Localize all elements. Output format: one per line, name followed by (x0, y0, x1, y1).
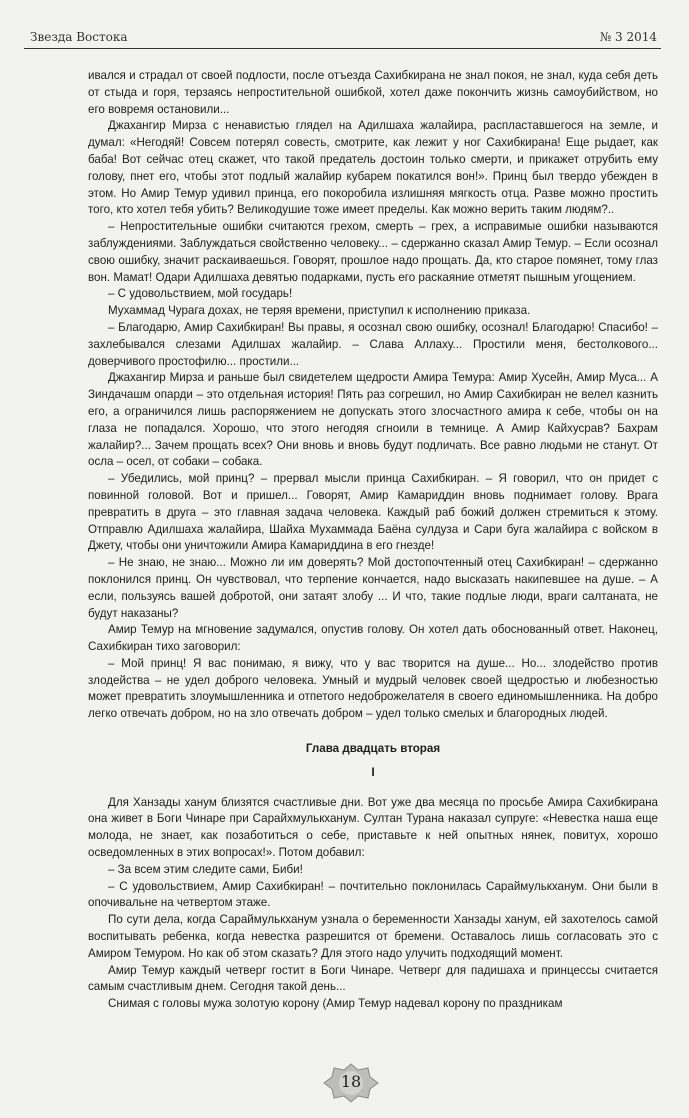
paragraph: Амир Темур каждый четверг гостит в Боги Чинаре. Четверг для падишаха и принцессы считается самым счастливым днем. Сегодня такой день... (88, 963, 658, 994)
paragraph: – За всем этим следите сами, Биби! (108, 862, 303, 876)
paragraph: ивался и страдал от своей подлости, после отъезда Сахибкирана не знал покоя, не знал, куда себя деть от стыда и горя, терзаясь непростительной ошибкой, хотел даже покончить жизнь самоубийством, но его вовремя остановили... (88, 69, 658, 116)
journal-title: Звезда Востока (30, 30, 128, 44)
paragraph: – Благодарю, Амир Сахибкиран! Вы правы, я осознал свою ошибку, осознал! Благодарю! Спасибо! – захлебывался слезами Адилшах жалайир. – Слава Аллаху... Простили меня, бестолкового... доверчивого простофилю... простили... (88, 320, 658, 368)
paragraph: – Не знаю, не знаю... Можно ли им доверять? Мой достопочтенный отец Сахибкиран! – сдержанно поклонился принц. Он чувствовал, что терпение кончается, надо высказать накипевшее на душе. – А если, пользуясь вашей добротой, они затаят злобу ... И что, такие подлые люди, враги салтаната, не будут наказаны? (88, 556, 658, 620)
paragraph: – Мой принц! Я вас понимаю, я вижу, что у вас творится на душе... Но... злодейство против злодейства – не удел доброго человека. Умный и мудрый человек своей щедростью и любезностью может превратить злоумышленника и отпетого недоброжелателя в своего единомышленника. На добро легко отвечать добром, но на зло отвечать добром – удел только смелых и благородных людей. (88, 656, 658, 721)
chapter-title: Глава двадцать вторая (305, 742, 441, 756)
paragraph: – С удовольствием, Амир Сахибкиран! – почтительно поклонилась Сараймулькханум. Они были в опочивальне на четвертом этаже. (88, 879, 658, 910)
paragraph: – Непростительные ошибки считаются грехом, смерть – грех, а исправимые ошибки называются заблуждениями. Заблуждаться свойственно человеку... – сдержанно сказал Амир Темур. – Если осознал свою ошибку, значит раскаиваешься. Говорят, прошлое надо прощать. Да, кто старое помянет, тому глаз вон. Мамат! Одари Адилшаха девятью подарками, пусть его раскаяние отметят пышным угощением. (88, 220, 658, 284)
paragraph: Для Ханзады ханум близятся счастливые дни. Вот уже два месяца по просьбе Амира Сахибкирана она живет в Боги Чинаре при Сарайхмулькханум. Султан Турана наказал супруге: «Невестка наша еще молода, не знает, как позаботиться о себе, приставьте к ней опытных нянек, повитух, хорошо осведомленных в этих вопросах!». Потом добавил: (88, 795, 658, 860)
article-body (88, 68, 658, 1013)
paragraph: – С удовольствием, мой государь! (108, 287, 293, 301)
paragraph: – Убедились, мой принц? – прервал мысли принца Сахибкиран. – Я говорил, что он придет с повинной головой. Вот и пришел... Говорят, Амир Камариддин вновь поднимает голову. Врага превратить в друга – это главная задача человека. Каждый раб божий должен стремиться к этому. Отправлю Адилшаха жалайира, Шайха Мухаммада Баёна сулдуза и Сари буга жалайира с войском в Джету, чтобы они уничтожили Амира Камариддина в его гнезде! (88, 472, 658, 553)
running-header (24, 30, 661, 49)
chapter-number: I (371, 764, 375, 779)
paragraph: Снимая с головы мужа золотую корону (Амир Темур надевал корону по праздникам (108, 997, 563, 1011)
paragraph: По сути дела, когда Сараймулькханум узнала о беременности Ханзады ханум, ей захотелось самой воспитывать ребенка, когда невестка разрешится от бремени. Оставалось лишь согласовать это с Амиром Темуром. Но как об этом сказать? Для этого надо улучить подходящий момент. (88, 913, 658, 960)
paragraph: Джахангир Мирза с ненавистью глядел на Адилшаха жалайира, распластавшегося на земле, и думал: «Негодяй! Совсем потерял совесть, смотрите, как лежит у ног Сахибкирана! Еще рыдает, как баба! Вот сейчас отец скажет, что такой предатель достоин только смерти, и прикажет отрубить ему голову, пнет его, чтобы этот подлый жалайир кубарем покатился вон!». Принц был твердо убежден в этом. Но Амир Темур удивил принца, его покоробила излишняя мягкость отца. Разве можно простить того, кто хотел тебя убить? Великодушие тоже имеет пределы. Как можно верить таким людям?.. (88, 119, 658, 217)
page-number: 18 (340, 1072, 362, 1091)
page-number-badge (322, 1062, 380, 1104)
issue-number: № 3 2014 (599, 30, 657, 44)
paragraph: Мухаммад Чурага дохах, не теряя времени, приступил к исполнению приказа. (108, 304, 531, 318)
paragraph: Джахангир Мирза и раньше был свидетелем щедрости Амира Темура: Амир Хусейн, Амир Муса... А Зиндачашм опарди – это отдельная история! Пять раз согрешил, но Амир Сахибкиран не велел казнить его, а ограничился лишь распоряжением не допускать этого злосчастного амира к себе, чтобы он на глаза не попадался. Хорошо, что этого негодяя сгноили в темнице. А Амир Кайхусрав? Бахрам жалайир?... Зачем прощать всех? Они вновь и вновь будут подличать. Все равно людьми не станут. От осла – осел, от собаки – собака. (88, 371, 658, 469)
paragraph: Амир Темур на мгновение задумался, опустив голову. Он хотел дать обоснованный ответ. Наконец, Сахибкиран тихо заговорил: (88, 623, 658, 654)
